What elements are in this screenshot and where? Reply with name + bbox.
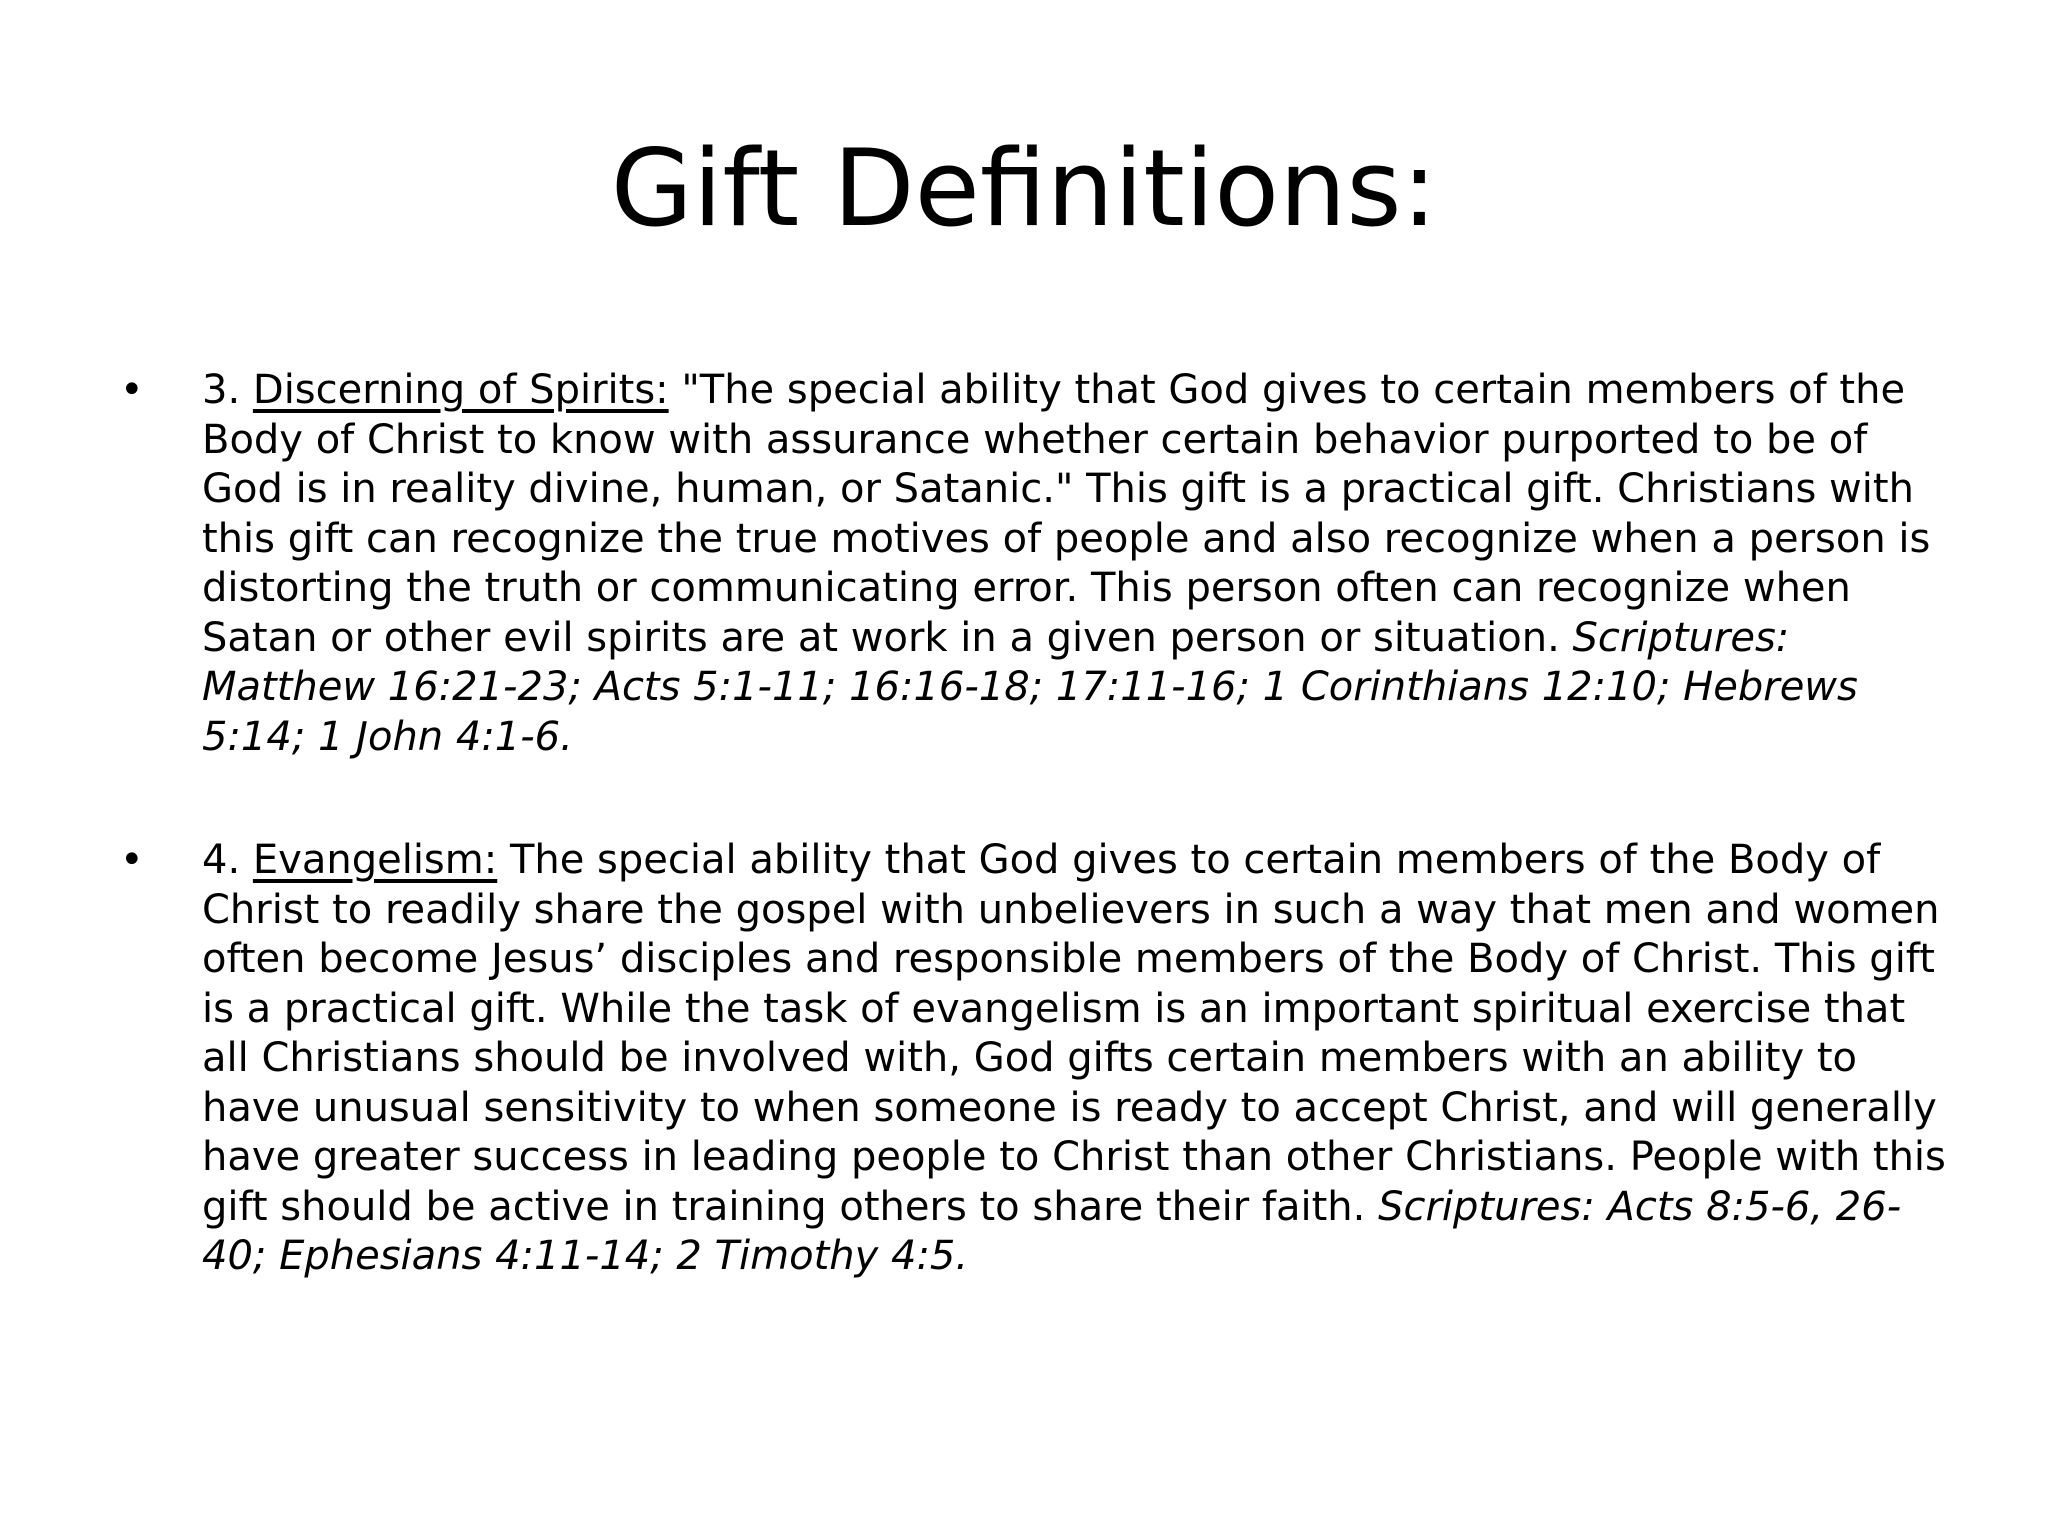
bullet-icon: • (120, 837, 144, 883)
slide-title: Gift Definitions: (610, 127, 1438, 250)
gift-definition: "The special ability that God gives to certain members of the Body of Christ to know with assurance whether certain behavior purported to be of God is in reality divine, human, or Satanic." This gift is a practical gift. Christians with this gift can recognize the true motives of people and also recognize when a person is distorting the truth or communicating error. This person often can recognize when Satan or other evil spirits are at work in a given person or situation. (202, 367, 1931, 661)
scripture-references: Scriptures: Matthew 16:21-23; Acts 5:1-11; 16:16-18; 17:11-16; 1 Corinthians 12:10; Hebrews 5:14; 1 John 4:1-6. (202, 614, 1858, 760)
item-number: 3. (202, 367, 241, 413)
item-number: 4. (202, 837, 241, 883)
gift-name: Discerning of Spirits: (252, 367, 669, 413)
bullet-item-discerning-of-spirits (120, 366, 1950, 762)
bullet-list (120, 366, 1950, 1356)
bullet-icon: • (120, 367, 144, 413)
scripture-references: Scriptures: Acts 8:5-6, 26-40; Ephesians 4:11-14; 2 Timothy 4:5. (202, 1183, 1902, 1279)
gift-definition: The special ability that God gives to certain members of the Body of Christ to readily share the gospel with unbelievers in such a way that men and women often become Jesus’ disciples and responsible members of the Body of Christ. This gift is a practical gift. While the task of evangelism is an important spiritual exercise that all Christians should be involved with, God gifts certain members with an ability to have unusual sensitivity to when someone is ready to accept Christ, and will generally have greater success in leading people to Christ than other Christians. People with this gift should be active in training others to share their faith. (202, 837, 1946, 1230)
gift-name: Evangelism: (252, 837, 498, 883)
bullet-item-evangelism (120, 836, 1950, 1282)
